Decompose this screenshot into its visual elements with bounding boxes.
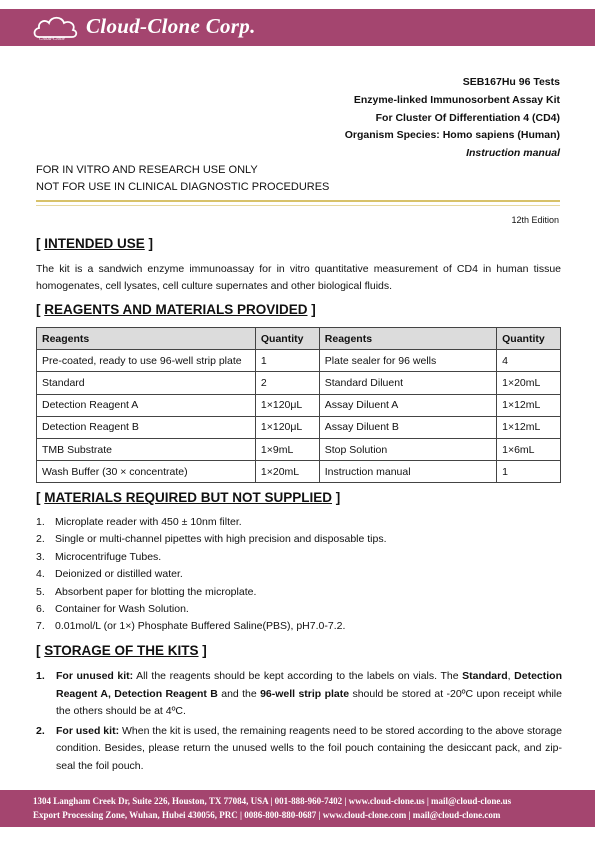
table-cell: 1×120μL	[255, 416, 319, 438]
table-cell: Standard	[37, 372, 256, 394]
product-code: SEB167Hu 96 Tests	[462, 76, 560, 88]
table-cell: 1	[497, 461, 561, 483]
item-text: and the	[217, 687, 261, 700]
materials-list	[36, 514, 387, 636]
list-text: Absorbent paper for blotting the microplate.	[55, 585, 257, 598]
table-cell: 1×12mL	[497, 394, 561, 416]
list-item	[36, 584, 387, 601]
table-cell: Assay Diluent A	[319, 394, 496, 416]
footer-address-us: 1304 Langham Creek Dr, Suite 226, Houston, TX 77084, USA | 001-888-960-7402 | www.cloud-clone.us | mail@cloud-clone.us	[33, 796, 512, 806]
divider-rule	[36, 200, 560, 202]
table-cell: Pre-coated, ready to use 96-well strip plate	[37, 350, 256, 372]
intended-use-heading	[36, 236, 153, 251]
list-text: Microcentrifuge Tubes.	[55, 550, 162, 563]
bracket-open: [	[36, 302, 45, 317]
usage-notice	[36, 162, 329, 196]
intended-use-text: The kit is a sandwich enzyme immunoassay for in vitro quantitative measurement of CD4 in human tissue homogenates, cell lysates, cell culture supernates and other biological fluids.	[36, 263, 561, 292]
product-info	[345, 74, 560, 163]
divider-rule-thin	[36, 205, 560, 206]
table-row	[37, 416, 561, 438]
table-cell: Assay Diluent B	[319, 416, 496, 438]
storage-list	[36, 668, 562, 777]
list-text: Deionized or distilled water.	[55, 568, 183, 581]
list-item	[36, 549, 387, 566]
table-cell: 1×120μL	[255, 394, 319, 416]
list-item	[36, 531, 387, 548]
reagents-heading	[36, 302, 316, 317]
list-text: Microplate reader with 450 ± 10nm filter.	[55, 516, 242, 528]
storage-heading	[36, 643, 207, 658]
heading-text: INTENDED USE	[44, 236, 145, 251]
table-cell: 1×6mL	[497, 438, 561, 460]
table-cell: Wash Buffer (30 × concentrate)	[37, 461, 256, 483]
heading-text: MATERIALS REQUIRED BUT NOT SUPPLIED	[44, 490, 333, 505]
list-number: 2.	[36, 533, 45, 546]
list-number: 4.	[36, 568, 45, 581]
item-emphasis: 96-well strip plate	[260, 687, 350, 700]
edition-label: 12th Edition	[511, 215, 559, 225]
footer-band	[0, 790, 595, 827]
materials-required-heading	[36, 490, 340, 505]
list-number: 5.	[36, 585, 45, 598]
table-cell: 4	[497, 350, 561, 372]
table-cell: Detection Reagent A	[37, 394, 256, 416]
column-header: Quantity	[255, 328, 319, 350]
list-item	[36, 566, 387, 583]
svg-text:Cloud-Clone: Cloud-Clone	[39, 37, 65, 42]
reagents-table	[36, 327, 561, 483]
table-row	[37, 461, 561, 483]
table-cell: 1×20mL	[255, 461, 319, 483]
list-text: Single or multi-channel pipettes with high precision and disposable tips.	[55, 533, 387, 546]
bracket-close: ]	[198, 643, 207, 658]
item-label: For used kit:	[56, 724, 120, 737]
usage-line-1: FOR IN VITRO AND RESEARCH USE ONLY	[36, 164, 258, 176]
list-text: 0.01mol/L (or 1×) Phosphate Buffered Saline(PBS), pH7.0-7.2.	[55, 620, 346, 633]
document-type: Instruction manual	[466, 147, 560, 160]
storage-item-unused	[36, 668, 562, 721]
column-header: Quantity	[497, 328, 561, 350]
assay-target: For Cluster Of Differentiation 4 (CD4)	[375, 111, 560, 124]
bracket-open: [	[36, 643, 45, 658]
column-header: Reagents	[319, 328, 496, 350]
list-number: 2.	[36, 724, 45, 737]
bracket-close: ]	[332, 490, 341, 505]
list-item	[36, 514, 387, 531]
header-band	[0, 9, 595, 46]
heading-text: STORAGE OF THE KITS	[44, 643, 199, 658]
table-cell: Stop Solution	[319, 438, 496, 460]
list-item	[36, 618, 387, 635]
organism-species: Organism Species: Homo sapiens (Human)	[344, 129, 560, 142]
table-row	[37, 438, 561, 460]
list-number: 7.	[36, 620, 45, 633]
list-text: Container for Wash Solution.	[55, 603, 189, 616]
table-cell: Plate sealer for 96 wells	[319, 350, 496, 372]
list-number: 6.	[36, 603, 45, 616]
item-text: should be stored at -20ºC upon receipt while the others should be at 4ºC.	[56, 687, 562, 717]
table-cell: TMB Substrate	[37, 438, 256, 460]
heading-text: REAGENTS AND MATERIALS PROVIDED	[44, 302, 308, 317]
item-emphasis: Detection Reagent A, Detection Reagent B	[56, 670, 562, 700]
storage-item-used	[36, 723, 562, 776]
item-text: ,	[507, 670, 515, 682]
table-cell: 2	[255, 372, 319, 394]
bracket-open: [	[36, 236, 45, 251]
table-row	[37, 350, 561, 372]
list-item	[36, 601, 387, 618]
table-cell: Instruction manual	[319, 461, 496, 483]
assay-type: Enzyme-linked Immunosorbent Assay Kit	[353, 93, 560, 106]
bracket-close: ]	[307, 302, 316, 317]
table-cell: 1	[255, 350, 319, 372]
item-emphasis: Standard	[462, 670, 508, 682]
table-header-row	[37, 328, 561, 350]
column-header: Reagents	[37, 328, 256, 350]
table-cell: Standard Diluent	[319, 372, 496, 394]
table-row	[37, 372, 561, 394]
list-number: 1.	[36, 516, 45, 528]
table-cell: 1×20mL	[497, 372, 561, 394]
item-text: All the reagents should be kept according to the labels on vials. The	[133, 670, 463, 682]
bracket-open: [	[36, 490, 45, 505]
table-cell: 1×12mL	[497, 416, 561, 438]
list-number: 1.	[36, 670, 45, 682]
list-number: 3.	[36, 550, 45, 563]
item-text: When the kit is used, the remaining reagents need to be stored according to the above storage condition. Besides, please return the unused wells to the foil pouch containing the desiccant pack, and zip-seal the foil pouch.	[56, 724, 562, 772]
item-label: For unused kit:	[56, 670, 134, 682]
cloud-logo-icon	[31, 11, 79, 43]
table-row	[37, 394, 561, 416]
company-name: Cloud-Clone Corp.	[86, 14, 256, 38]
table-cell: Detection Reagent B	[37, 416, 256, 438]
usage-line-2: NOT FOR USE IN CLINICAL DIAGNOSTIC PROCEDURES	[36, 181, 330, 193]
table-cell: 1×9mL	[255, 438, 319, 460]
footer-address-cn: Export Processing Zone, Wuhan, Hubei 430056, PRC | 0086-800-880-0687 | www.cloud-clone.com | mail@cloud-clone.com	[33, 810, 501, 820]
bracket-close: ]	[144, 236, 154, 251]
